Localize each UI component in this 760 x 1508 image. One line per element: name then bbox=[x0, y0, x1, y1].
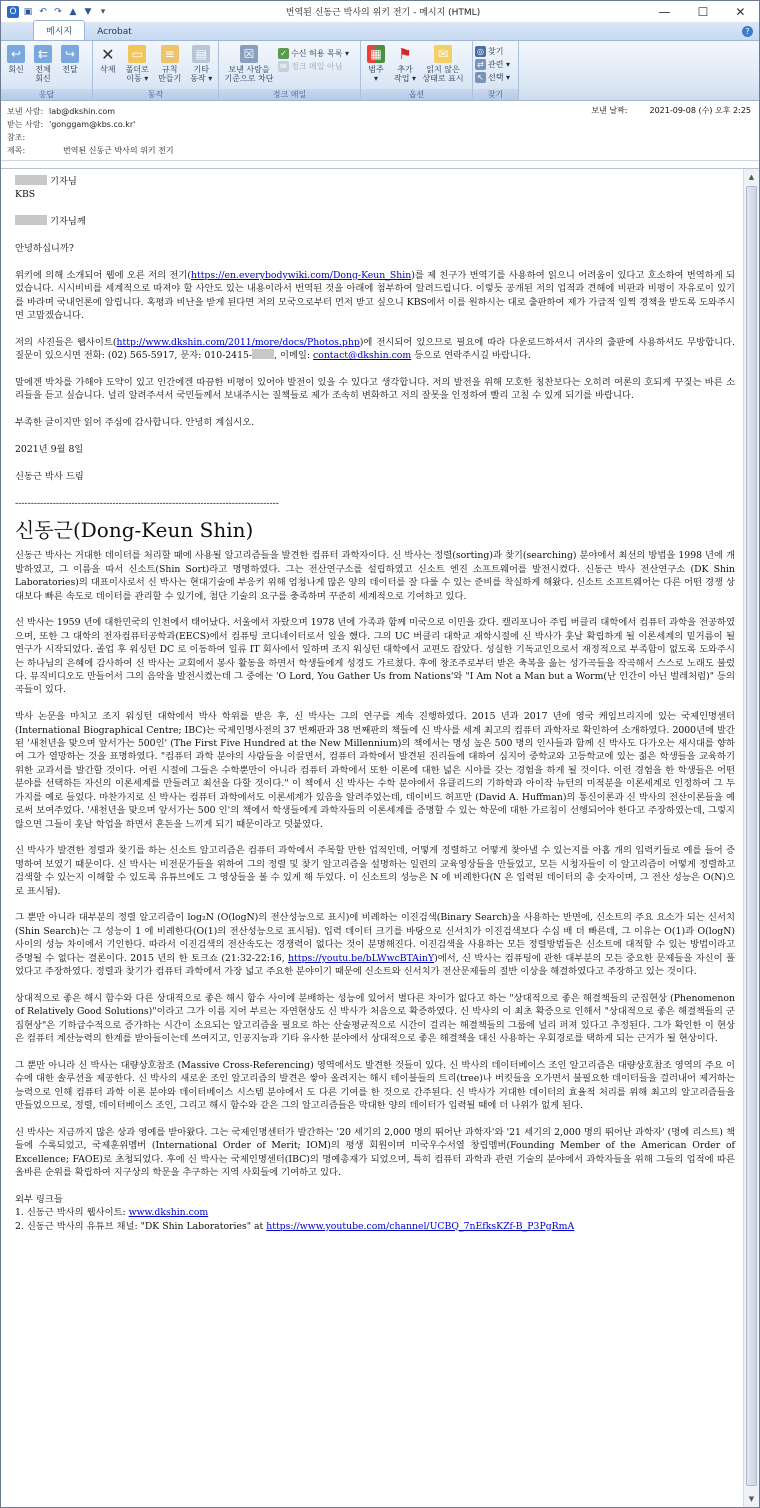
previous-item-icon[interactable]: ▲ bbox=[69, 6, 77, 17]
email-link[interactable]: contact@dkshin.com bbox=[313, 350, 412, 362]
external-links-title: 외부 링크들 bbox=[15, 1193, 63, 1205]
delete-icon: ✕ bbox=[101, 44, 115, 64]
delete-button[interactable]: ✕ 삭제 bbox=[100, 44, 116, 74]
cc-label: 참조: bbox=[7, 133, 26, 142]
title-bar bbox=[1, 1, 759, 23]
group-label-options: 옵션 bbox=[361, 89, 472, 100]
ribbon-tabs bbox=[1, 23, 759, 41]
message-body-pane bbox=[1, 168, 759, 1507]
redo-icon[interactable]: ↷ bbox=[54, 6, 62, 17]
undo-icon[interactable]: ↶ bbox=[39, 6, 47, 17]
binoculars-icon: ◎ bbox=[475, 46, 486, 57]
window-title: 번역된 신동근 박사의 위키 전기 - 메시지 (HTML) bbox=[285, 8, 481, 18]
scroll-up-icon[interactable]: ▲ bbox=[748, 173, 755, 181]
article-paragraph-2: 신 박사는 1959 년에 대한민국의 인천에서 태어났다. 서울에서 자랐으며 1978 년에 가족과 함께 미국으로 이민을 갔다. 캘리포니아 주립 버클리 대학에서 컴퓨터 과학을 전공하였으며, 또한 그 대학의 전자컴퓨터공학과(EECS)에서 컴퓨팅 코디네이터로서 일을 했다. 그의 UC 버클리 대학교 재학시절에 신 박사가 훗날 확립하게 될 이론세계의 밑거름이 될 연구가 시작되었다. 졸업 후 워싱턴 DC 로 이동하여 일류 IT 회사에서 일하며 조지 워싱턴 대학에서 교편도 잡았다. 성실한 기독교인으로서 재정적으로 부족함이 없도록 도와주시는 하나님의 은혜에 감사하여 신 박사는 교회에서 봉사 활동을 하면서 학생들에게 성경도 가르쳤다. 후에 창조주로부터 받은 축복을 읊는 성가곡들을 작곡해서 스스로 노래도 불렀다. 뮤직비디오도 만들어서 그의 음악을 발전시켰는데 그 중에는 'O Lord, You Gather Us from Nations'와 "I Am Not a Man but a Worm(난 인간이 아닌 벌레처럼)" 등의 곡들이 있다. bbox=[15, 617, 735, 696]
reply-button[interactable]: ↩ 회신 bbox=[8, 46, 24, 74]
scroll-down-icon[interactable]: ▼ bbox=[748, 1495, 755, 1503]
hello-line: 안녕하십니까? bbox=[15, 243, 74, 254]
find-button[interactable]: ◎ 찾기 bbox=[477, 47, 504, 56]
maximize-button[interactable]: ☐ bbox=[697, 4, 709, 19]
group-actions bbox=[93, 41, 219, 101]
article-paragraph-3: 박사 논문을 마치고 조지 워싱턴 대학에서 박사 학위를 받은 후, 신 박사는 그의 연구를 계속 진행하였다. 2015 년과 2017 년에 영국 케임브리지에 있는 국제인명센터 (International Biographical Centre; IBC)는 국제인명사전의 37 번째판과 38 번째판의 책들에 신 박사를 세계 최고의 컴퓨터 과학자로 확인하여 소개하였다. 2000년에 발간된 '새천년을 맞으며 앞서가는 500인' (The First Five Hundred at the New Millennium)의 책에서는 명성 높은 500 명의 인사들과 함께 신 박사도 다가오는 새시대를 향하여 그가 열망하는 것을 표명하였다. "컴퓨터 과학 분야의 사람들을 이끌면서, 컴퓨터 과학에서 발견된 진리들에 대하여 심지어 중학교와 고등학교에 있는 젊은 학생들을 교육하기 위한 교과서를 발간할 것이다. 어린 시절에 그들은 수학뿐만이 아니라 컴퓨터 과학에서 또한 이론에 대한 넓은 시야를 갖는 경험을 하게 될 것이다. 이런 경험을 한 학생들은 어떤 분야를 선택하든 자신의 이론세계를 만들려고 최선을 다할 것이다." 이 책에서 신 박사는 수학 분야에서 유클리드의 기하학과 아이작 뉴턴의 미적분을 이론세계로 인정하여 그 두 가지를 예로 들었다. 마찬가지로 신 박사는 컴퓨터 과학에서도 이론세계가 있음을 알려주었는데, 데이비드 허프만 (David A. Huffman)의 통신이론과 신 박사의 전산이론들을 예로써 보여주었다. '새천년을 맞으며 앞서가는 500 인'의 책에서 학생들에게 과학자들의 이론세계를 증명할 수 있는 학문에 대한 가르침이 선행되어야 한다고 주장하였는데, 그렇지 않으면 그들이 훗날 학업을 하면서 혼돈을 느끼게 되기 때문이라고 덧붙였다. bbox=[15, 711, 735, 830]
letter-paragraph-4: 부족한 글이지만 읽어 주심에 감사합니다. 안녕히 계십시오. bbox=[15, 417, 255, 429]
block-sender-icon: ☒ bbox=[240, 45, 258, 63]
letter-paragraph-2: 저의 사진들은 웹사이트(http://www.dkshin.com/2011/more/docs/Photos.php)에 전시되어 있으므로 필요에 따라 다운로드하셔서 귀사의 출판에 사용하셔도 무방합니다. 질문이 있으시면 전화: (02) 565-5917, 문자: 010-2415- , 이메일: contact@dkshin.com 등으로 연락주시길 바랍니다. bbox=[15, 336, 735, 362]
reply-all-button[interactable]: ⇇ 전체 회신 bbox=[35, 46, 51, 83]
greeting-line-2: 기자님께 bbox=[49, 216, 86, 228]
article-paragraph-7: 그 뿐만 아니라 신 박사는 대량상호참조 (Massive Cross-Referencing) 영역에서도 발견한 것들이 있다. 신 박사의 데이터베이스 조인 알고리즘은 대량상호참조 영역의 주요 이슈에 대한 솔루션을 제공한다. 신 박사의 새로운 조인 알고리즘의 발견은 쌓아 올려지는 해시 테이블들의 트리(tree)나 버킷들을 오가면서 불필요한 데이터들을 걸러내어 제거하는 능력으로 인해 컴퓨터 과학 이론 분야와 데이터베이스 시스템 분야에서 도 다른 기여를 한 것으로 간주된다. 신 박사가 거대한 데이터의 효율적 처리를 위해 최고의 알고리즘들을 만들었으므로, 정렬, 데이터베이스 조인, 그리고 해시 함수와 같은 그의 알고리즘들은 막대한 양의 데이터가 입력될 때에 더 나위가 없게 된다. bbox=[15, 1059, 735, 1111]
scrollbar-thumb[interactable] bbox=[746, 186, 757, 1486]
separator-line: ------------------------------------------------------------------------------------ bbox=[15, 497, 279, 509]
article-paragraph-5: 그 뿐만 아니라 대부분의 정렬 알고리즘이 log₂N (O(logN)의 전산성능으로 표시)에 비례하는 이진검색(Binary Search)을 사용하는 반면에, 신소트의 주요 요소가 되는 신서치(Shin Search)는 그 성능이 1 에 비례한다(O(1)의 전산성능으로 표시됨). 입력 데이터 크기를 바탕으로 신서치가 이진검색보다 수십 배 더 빠른데, 그 이유는 O(1)과 O(logN) 사이의 성능 차이에서 기인한다. 따라서 이진검색의 전산속도는 경쟁력이 없다는 것이 분명해진다. 이진검색을 사용하는 모든 정렬방법들은 신소트에 대적할 수 있는 방법이라고 증명될 수 없다는 결론이다. 2015 년의 한 토크쇼 (21:32-22:16, https://youtu.be/bLWwcBTAinY)에서, 신 박사는 컴퓨팅에 관한 대부분의 모든 중요한 문제들을 자신이 풀었다고 주장하였다. 정렬과 찾기가 컴퓨터 과학에서 가장 넓고 주요한 분야이기 때문에 신소트와 신서치가 전산문제들의 절반 이상을 해결하였다고 주장하고 있는 것이다. bbox=[15, 912, 735, 977]
article-paragraph-6: 상대적으로 좋은 해시 함수와 다른 상대적으로 좋은 해시 함수 사이에 분배하는 성능에 있어서 별다른 차이가 없다고 하는 "상대적으로 좋은 해결책들의 군집현상 (Phenomenon of Relatively Good Solutions)"이라고 그가 이름 지어 부르는 자연현상도 신 박사가 처음으로 확증하였다. 신 박사의 이 최초 확증으로 인해서 "상대적으로 좋은 해결책들의 군집현상"은 기하급수적으로 증가하는 시간이 소요되는 알고리즘을 필요로 하는 산술평균적으로 시간이 걸리는 해결책들의 그룹에 널리 퍼져 있다고 추정된다. 그가 확인한 이 현상은 컴퓨터 계산능력의 한계를 받아들이는데 쓰여지고, 인공지능과 기타 유사한 분야에서 상대적으로 좋은 해결책을 대신 사용하는 우회경로를 택하게 되는 근거가 될 현상이다. bbox=[15, 992, 735, 1044]
subject-value: 번역된 신동근 박사의 위키 전기 bbox=[63, 146, 174, 155]
greeting-line-1: 기자님 bbox=[49, 176, 77, 187]
talkshow-link[interactable]: https://youtu.be/bLWwcBTAinY bbox=[288, 952, 435, 964]
flag-icon: ⚑ bbox=[398, 44, 412, 63]
letter-paragraph-1: 위키에 의해 소개되어 웹에 오른 저의 전기(https://en.everybodywiki.com/Dong-Keun_Shin)를 제 친구가 번역기를 사용하여 읽으니 어려움이 있다고 호소하여 번역하게 되었습니다. 시시비비를 세계적으로 따져야 할 사안도 있는 내용이라서 번역된 것을 아래에 첨부하여 알려드립니다. 이렇듯 공개된 저의 업적과 견해에 비판과 비평이 자유로이 있기를 바라며 국내언론에 알립니다. 혹평과 비난을 받게 된다면 저의 모국으로부터 먼저 받고 싶으니 KBS에서 이를 원하시는 대로 출판하여 제가 가급적 일찍 경책을 받도록 도와주시면 고맙겠습니다. bbox=[15, 269, 735, 322]
categorize-button[interactable]: ▦ 범주 ▾ bbox=[368, 46, 384, 83]
not-junk-button: ✉ 정크 메일 아님 bbox=[278, 60, 349, 73]
tab-message[interactable]: 메시지 bbox=[33, 20, 85, 40]
to-value[interactable]: 'gonggam@kbs.co.kr' bbox=[49, 120, 136, 129]
other-actions-button[interactable]: ▤ 기타 동작 ▾ bbox=[190, 46, 213, 83]
redacted-phone bbox=[252, 349, 274, 359]
sent-date bbox=[591, 105, 751, 116]
greeting-org: KBS bbox=[15, 189, 36, 201]
outlook-logo-icon[interactable]: O bbox=[7, 6, 19, 18]
article-paragraph-4: 신 박사가 발견한 정렬과 찾기를 하는 신소트 알고리즘은 컴퓨터 과학에서 주목할 만한 업적인데, 어떻게 정렬하고 어떻게 찾아낼 수 있는지를 아홉 개의 입력키들로 예를 들어 증명하여 보였기 때문이다. 신 박사는 비전문가들을 위하여 그의 정렬 및 찾기 알고리즘을 설명하는 일련의 교육영상들을 만들었고, 모든 시청자들이 이 알고리즘이 어떻게 정렬하고 검색할 수 있는지 이해할 수 있도록 유튜브에도 그 영상들을 볼 수 있게 해 두었다. 이 신소트의 성능은 N 에 비례한다(N 은 입력된 데이터의 총 숫자이며, 그 전산 성능은 O(N)으로 표시됨). bbox=[15, 845, 735, 897]
group-label-find: 찾기 bbox=[473, 89, 518, 100]
folder-icon: ▭ bbox=[128, 45, 146, 63]
forward-icon: ↪ bbox=[61, 45, 79, 63]
window-controls bbox=[645, 5, 759, 19]
subject-label: 제목: bbox=[7, 146, 26, 155]
next-item-icon[interactable]: ▼ bbox=[84, 6, 92, 17]
group-find bbox=[473, 41, 519, 101]
reply-all-icon: ⇇ bbox=[34, 45, 52, 63]
article-paragraph-1: 신동근 박사는 거대한 데이터를 처리할 때에 사용될 알고리즘들을 발견한 컴퓨터 과학자이다. 신 박사는 정렬(sorting)과 찾기(searching) 분야에서 최선의 방법을 1998 년에 개발하였고, 그 이름을 따서 신소트(Shin Sort)라고 명명하였다. 그는 전산연구소를 설립하였고 신소트 엔진 소프트웨어를 발전시켰다. 신동근 박사 전산연구소 (DK Shin Laboratories)의 대표이사로서 신 박사는 현대기술에 부응키 위해 엄청나게 많은 양의 데이터를 잘 다룰 수 있는 준비를 착실하게 해왔다. 신소트 소프트웨어는 다른 어떤 경쟁 상대보다 빠른 속도로 데이터를 관리할 수 있기에, 첨단 기술의 요구를 충족하며 꾸준히 세계적으로 기여하고 있다. bbox=[15, 550, 735, 602]
group-respond bbox=[1, 41, 93, 101]
youtube-link[interactable]: https://www.youtube.com/channel/UCBQ_7nEfksKZf-B_P3PgRmA bbox=[266, 1220, 575, 1232]
from-value[interactable]: lab@dkshin.com bbox=[49, 107, 116, 116]
vertical-scrollbar[interactable] bbox=[743, 169, 759, 1507]
other-actions-icon: ▤ bbox=[192, 45, 210, 63]
safe-senders-button[interactable]: ✓ 수신 허용 목록 ▾ bbox=[278, 47, 349, 60]
message-body bbox=[1, 169, 743, 1507]
help-icon[interactable]: ? bbox=[742, 26, 753, 37]
close-button[interactable]: ✕ bbox=[735, 4, 746, 19]
letter-paragraph-3: 말에겐 박차를 가해야 도약이 있고 인간에겐 따끔한 비평이 있어야 발전이 있을 수 있다고 생각합니다. 저의 발전을 위해 모호한 칭찬보다는 오히려 여론의 호되게 꾸짖는 바른 소리들을 듣고 싶습니다. 널리 알려주셔서 국민들께서 보내주시는 질책들로 제가 조속히 변화하고 저의 잘못을 인정하여 빨리 고칠 수 있게 되기를 바랍니다. bbox=[15, 377, 735, 402]
safe-senders-icon: ✓ bbox=[278, 48, 289, 59]
rule-icon: ≡ bbox=[161, 45, 179, 63]
group-junk-mail bbox=[219, 41, 361, 101]
categorize-icon: ▦ bbox=[367, 45, 385, 63]
redacted-name bbox=[15, 175, 47, 185]
related-button[interactable]: ⇄ 관련 ▾ bbox=[475, 58, 516, 71]
tab-acrobat[interactable]: Acrobat bbox=[97, 27, 132, 37]
customize-qat-icon[interactable]: ▾ bbox=[100, 6, 106, 17]
letter-date: 2021년 9월 8일 bbox=[15, 444, 84, 456]
external-link-item-2: 2. 신동근 박사의 유튜브 채널: "DK Shin Laboratories" at https://www.youtube.com/channel/UCBQ_7nEfksKZf-B_P3PgRmA bbox=[15, 1220, 575, 1232]
forward-button[interactable]: ↪ 전달 bbox=[62, 46, 78, 74]
mark-unread-button[interactable]: ✉ 읽지 않은 상태로 표시 bbox=[422, 46, 464, 83]
follow-up-button[interactable]: ⚑ 추가 작업 ▾ bbox=[393, 44, 416, 83]
group-label-junk-mail: 정크 메일 bbox=[219, 89, 360, 100]
minimize-button[interactable]: — bbox=[658, 4, 671, 19]
related-icon: ⇄ bbox=[475, 59, 486, 70]
message-header bbox=[1, 101, 759, 161]
letter-signature: 신동근 박사 드림 bbox=[15, 470, 84, 482]
from-label: 보낸 사람: bbox=[7, 107, 44, 116]
wiki-link[interactable]: https://en.everybodywiki.com/Dong-Keun_Shin bbox=[190, 269, 412, 281]
photos-link[interactable]: http://www.dkshin.com/2011/more/docs/Photos.php bbox=[116, 336, 360, 348]
article-heading: 신동근(Dong-Keun Shin) bbox=[15, 518, 254, 543]
sent-label: 보낸 날짜: bbox=[591, 106, 628, 115]
save-icon[interactable]: ▣ bbox=[23, 6, 33, 17]
reply-icon: ↩ bbox=[7, 45, 25, 63]
group-label-respond: 응답 bbox=[1, 89, 92, 100]
ribbon bbox=[1, 41, 759, 101]
select-button[interactable]: ↖ 선택 ▾ bbox=[475, 71, 516, 84]
quick-access-toolbar bbox=[1, 6, 161, 18]
redacted-name bbox=[15, 215, 47, 225]
article-paragraph-8: 신 박사는 지금까지 많은 상과 영예를 받아왔다. 그는 국제인명센터가 발간하는 '20 세기의 2,000 명의 뛰어난 과학자'와 '21 세기의 2,000 명의 뛰어난 과학자' (명예 리스트) 책들에 수록되었고, 국제훈위멤버 (International Order of Merit; IOM)의 평생 회원이며 미국우수서열 창립멤버(Founding Member of the American Order of Excellence; FAOE)로 초청되었다. 후에 신 박사는 국제인명센터(IBC)의 명예총재가 되었으며, 특히 컴퓨터 과학과 관련 기술의 분야에서 과학자들을 위해 그들의 업적에 따른 올바른 순위를 확립하여 지구상의 학문을 추구하는 지역 사회들에 기여하고 있다. bbox=[15, 1126, 736, 1178]
select-icon: ↖ bbox=[475, 72, 486, 83]
sent-value: 2021-09-08 (수) 오후 2:25 bbox=[649, 106, 751, 115]
mark-unread-icon: ✉ bbox=[434, 45, 452, 63]
group-options bbox=[361, 41, 473, 101]
to-label: 받는 사람: bbox=[7, 120, 44, 129]
group-label-actions: 동작 bbox=[93, 89, 218, 100]
block-sender-button[interactable]: ☒ 보낸 사람을 기준으로 차단 bbox=[224, 46, 274, 83]
create-rule-button[interactable]: ≡ 규칙 만들기 bbox=[158, 46, 182, 83]
website-link[interactable]: www.dkshin.com bbox=[128, 1207, 209, 1219]
move-to-folder-button[interactable]: ▭ 폴더로 이동 ▾ bbox=[125, 46, 149, 83]
not-junk-icon: ✉ bbox=[278, 61, 289, 72]
external-link-item-1: 1. 신동근 박사의 웹사이트: www.dkshin.com bbox=[15, 1207, 209, 1219]
